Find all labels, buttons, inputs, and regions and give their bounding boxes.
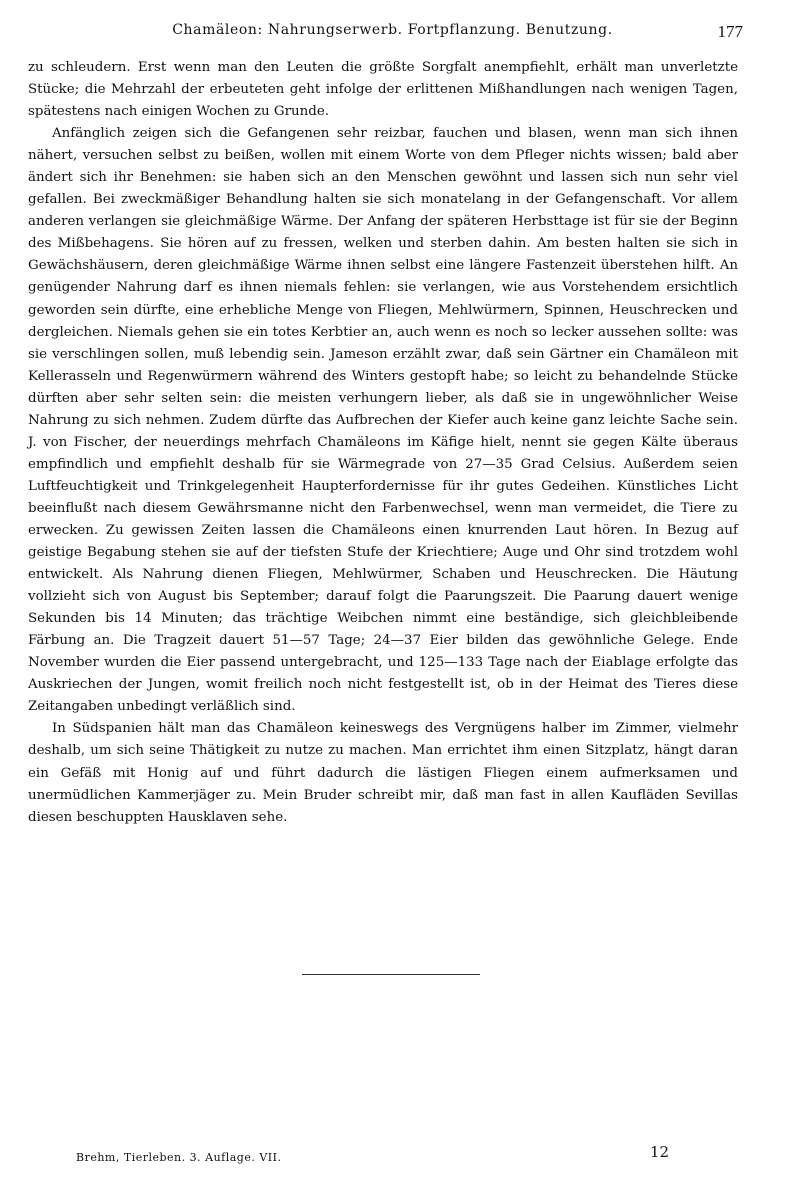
paragraph-captivity: Anfänglich zeigen sich die Gefangenen sehr reizbar, fauchen und blasen, wenn man sich ihnen nähert, versuchen selbst zu beißen, wollen mit einem Worte von dem Pfleger nichts wissen; bald aber ändert sich ihr Benehmen: sie haben sich an den Menschen gewöhnt und lassen sich nun sehr viel gefallen. Bei zweckmäßiger Behandlung halten sie sich monatelang in der Gefangenschaft. Vor allem anderen verlangen sie gleichmäßige Wärme. Der Anfang der späteren Herbsttage ist für sie der Beginn des Mißbehagens. Sie hören auf zu fressen, welken und sterben dahin. Am besten halten sie sich in Gewächshäusern, deren gleichmäßige Wärme ihnen selbst eine längere Fastenzeit überstehen hilft. An genügender Nahrung darf es ihnen niemals fehlen: sie verlangen, wie aus Vorstehendem ersichtlich geworden sein dürfte, eine erhebliche Menge von Fliegen, Mehlwürmern, Spinnen, Heuschrecken und dergleichen. Niemals gehen sie ein totes Kerbtier an, auch wenn es noch so lecker aussehen sollte: was sie verschlingen sollen, muß lebendig sein. Jameson erzählt zwar, daß sein Gärtner ein Chamäleon mit Kellerasseln und Regenwürmern während des Winters gestopft habe; so leicht zu behandelnde Stücke dürften aber sehr selten sein: die meisten verhungern lieber, als daß sie in ungewöhnlicher Weise Nahrung zu sich nehmen. Zudem dürfte das Aufbrechen der Kiefer auch keine ganz leichte Sache sein. J. von Fischer, der neuerdings mehrfach Chamäleons im Käfige hielt, nennt sie gegen Kälte überaus empfindlich und empfiehlt deshalb für sie Wärmegrade von 27—35 Grad Celsius. Außerdem seien Luftfeuchtigkeit und Trinkgelegenheit Haupterfordernisse für ihr gutes Gedeihen. Künstliches Licht beeinflußt nach diesem Gewährsmanne nicht den Farbenwechsel, wenn man vermeidet, die Tiere zu erwecken. Zu gewissen Zeiten lassen die Chamäleons einen knurrenden Laut hören. In Bezug auf geistige Begabung stehen sie auf der tiefsten Stufe der Kriechtiere; Auge und Ohr sind trotzdem wohl entwickelt. Als Nahrung dienen Fliegen, Mehlwürmer, Schaben und Heuschrecken. Die Häutung vollzieht sich von August bis September; darauf folgt die Paarungszeit. Die Paarung dauert wenige Sekunden bis 14 Minuten; das trächtige Weibchen nimmt eine beständige, sich gleichbleibende Färbung an. Die Tragzeit dauert 51—57 Tage; 24—37 Eier bilden das gewöhnliche Gelege. Ende November wurden die Eier passend untergebracht, und 125—133 Tage nach der Eiablage erfolgte das Auskriechen der Jungen, womit freilich noch nicht festgestellt ist, ob in der Heimat des Tieres diese Zeitangaben unbedingt verläßlich sind. <box>28 126 738 715</box>
page-number: 177 <box>717 22 743 41</box>
page-header <box>0 22 785 46</box>
section-end-rule <box>302 974 480 975</box>
footer-imprint: Brehm, Tierleben. 3. Auflage. VII. <box>76 1151 282 1164</box>
footer-signature: 12 <box>650 1143 670 1161</box>
page-footer <box>0 1143 785 1171</box>
body-text <box>28 57 738 829</box>
paragraph-south-spain: In Südspanien hält man das Chamäleon keineswegs des Vergnügens halber im Zimmer, vielmehr deshalb, um sich seine Thätigkeit zu nutze zu machen. Man errichtet ihm einen Sitzplatz, hängt daran ein Gefäß mit Honig auf und führt dadurch die lästigen Fliegen einem aufmerksamen und unermüdlichen Kammerjäger zu. Mein Bruder schreibt mir, daß man fast in allen Kaufläden Sevillas diesen beschuppten Hausklaven sehe. <box>28 721 738 825</box>
paragraph-continuation: zu schleudern. Erst wenn man den Leuten die größte Sorgfalt anempfiehlt, erhält man unverletzte Stücke; die Mehrzahl der erbeuteten geht infolge der erlittenen Mißhandlungen nach wenigen Tagen, spätestens nach einigen Wochen zu Grunde. <box>28 60 738 120</box>
running-head: Chamäleon: Nahrungserwerb. Fortpflanzung. Benutzung. <box>172 22 613 38</box>
